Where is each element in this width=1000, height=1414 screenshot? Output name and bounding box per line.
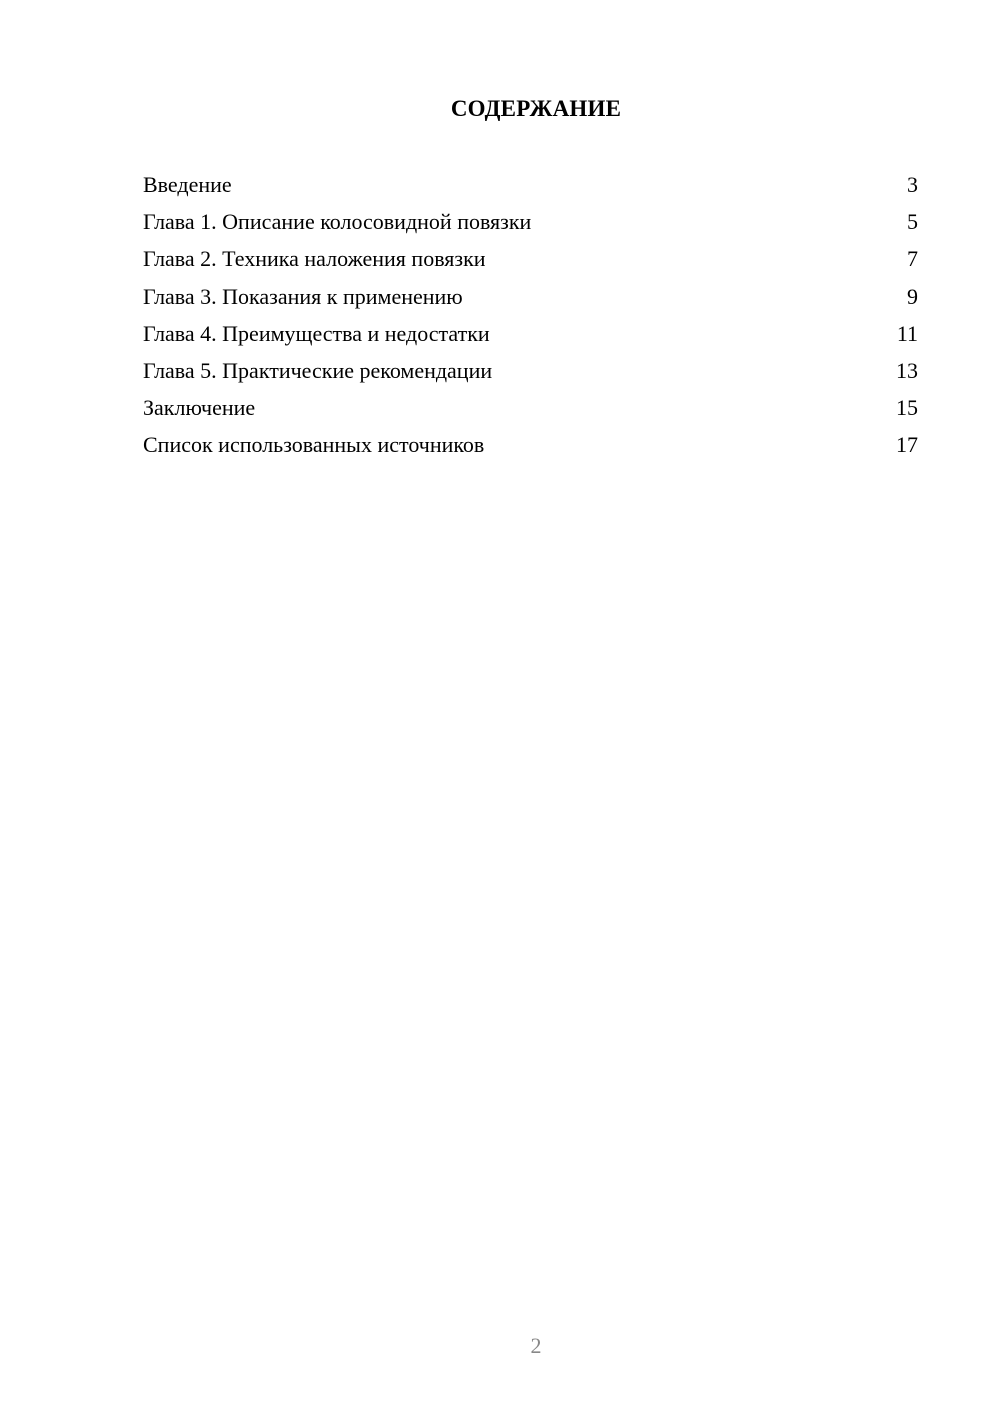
toc-entry-page: 17 <box>896 432 918 458</box>
toc-entry <box>143 392 918 429</box>
toc-entry-page: 9 <box>907 283 918 309</box>
toc-entry-page: 7 <box>907 246 918 272</box>
toc-title: СОДЕРЖАНИЕ <box>450 96 622 121</box>
toc-entry <box>143 429 918 466</box>
toc-entry-page: 13 <box>896 357 918 383</box>
toc-entry <box>143 355 918 392</box>
toc-entry-page: 11 <box>896 320 918 346</box>
toc-entry-title: Глава 2. Техника наложения повязки <box>143 246 486 272</box>
toc-entry-title: Глава 1. Описание колосовидной повязки <box>143 209 532 235</box>
toc-entry-page: 3 <box>907 172 918 197</box>
toc-entry <box>143 281 918 318</box>
toc-entry <box>143 169 918 206</box>
toc-entry-title: Введение <box>143 172 232 197</box>
toc-entry <box>143 318 918 355</box>
toc-entry-title: Глава 4. Преимущества и недостатки <box>143 320 490 346</box>
toc-entry-title: Глава 3. Показания к применению <box>143 283 463 309</box>
toc-entry-title: Глава 5. Практические рекомендации <box>143 357 493 383</box>
toc-entry-page: 5 <box>907 209 918 235</box>
toc-list <box>143 169 918 467</box>
toc-entry-title: Список использованных источников <box>143 432 485 458</box>
page-number: 2 <box>530 1333 542 1358</box>
toc-entry <box>143 243 918 280</box>
toc-entry-title: Заключение <box>143 395 256 421</box>
toc-entry-page: 15 <box>896 395 918 421</box>
toc-entry <box>143 206 918 243</box>
